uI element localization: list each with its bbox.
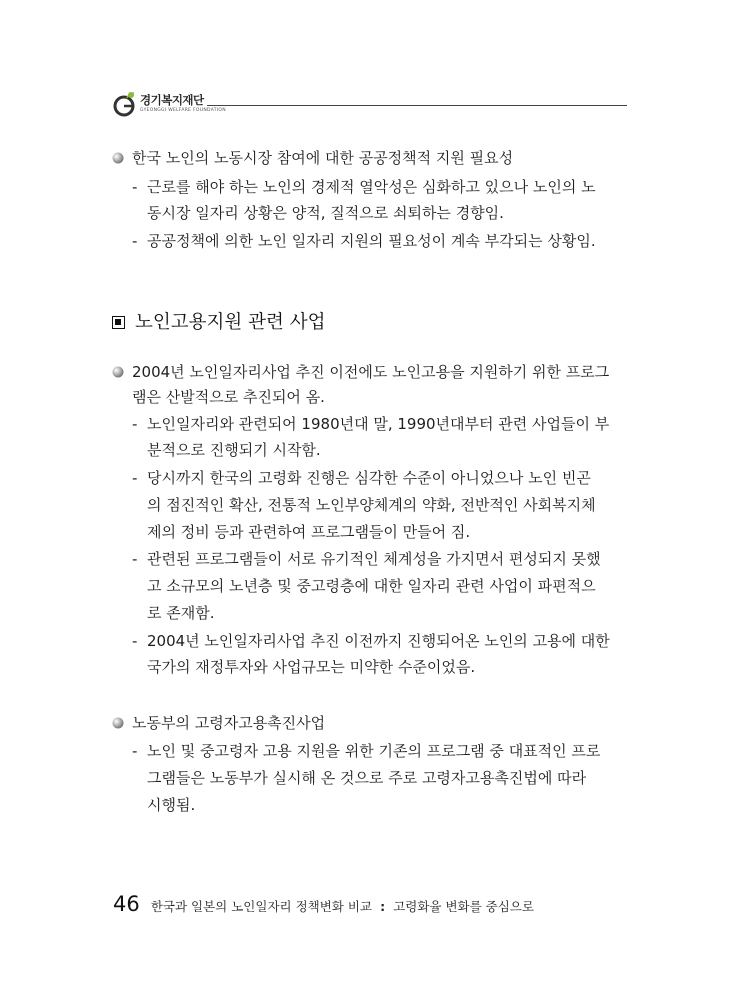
header-rule bbox=[207, 105, 627, 106]
list-item-line: 국가의 재정투자와 사업규모는 미약한 수준이었음. bbox=[147, 658, 476, 676]
list-item-line: 고 소규모의 노년층 및 중고령층에 대한 일자리 관련 사업이 파편적으 bbox=[147, 577, 596, 595]
list-item-line: 제의 정비 등과 관련하여 프로그램들이 만들어 짐. bbox=[147, 523, 471, 541]
list-item-line: 노인 및 중고령자 고용 지원을 위한 기존의 프로그램 중 대표적인 프로 bbox=[147, 742, 601, 760]
list-item-line: 근로를 해야 하는 노인의 경제적 열악성은 심화하고 있으나 노인의 노 bbox=[147, 178, 596, 196]
list-dash: - bbox=[132, 469, 138, 487]
section3-heading: 노동부의 고령자고용촉진사업 bbox=[132, 714, 326, 732]
section-title bbox=[112, 310, 325, 336]
logo-name: 경기복지재단 bbox=[140, 93, 204, 107]
list-item-line: 공공정책에 의한 노인 일자리 지원의 필요성이 계속 부각되는 상황임. bbox=[147, 232, 596, 250]
sphere-bullet-icon bbox=[112, 717, 124, 729]
foundation-logo-icon bbox=[112, 90, 138, 118]
footer-separator: : bbox=[380, 899, 386, 914]
logo-subtitle: GYEONGGI WELFARE FOUNDATION bbox=[140, 108, 226, 113]
list-dash: - bbox=[132, 550, 138, 568]
list-dash: - bbox=[132, 632, 138, 650]
list-dash: - bbox=[132, 742, 138, 760]
list-item-line: 로 존재함. bbox=[147, 604, 215, 622]
list-item-line: 관련된 프로그램들이 서로 유기적인 체계성을 가지면서 편성되지 못했 bbox=[147, 550, 601, 568]
sphere-bullet-icon bbox=[112, 366, 124, 378]
page-footer bbox=[113, 892, 534, 916]
section-title-text: 노인고용지원 관련 사업 bbox=[135, 312, 326, 333]
section1-heading: 한국 노인의 노동시장 참여에 대한 공공정책적 지원 필요성 bbox=[132, 149, 514, 167]
list-item-line: 시행됨. bbox=[147, 796, 196, 814]
list-item-line: 의 점진적인 확산, 전통적 노인부양체계의 약화, 전반적인 사회복지체 bbox=[147, 496, 596, 514]
footer-title-right: 고령화율 변화를 중심으로 bbox=[393, 899, 534, 914]
square-bullet-icon bbox=[112, 316, 125, 329]
list-item-line: 그램들은 노동부가 실시해 온 것으로 주로 고령자고용촉진법에 따라 bbox=[147, 769, 587, 787]
page-number: 46 bbox=[113, 892, 140, 916]
list-item-line: 동시장 일자리 상황은 양적, 질적으로 쇠퇴하는 경향임. bbox=[147, 204, 504, 222]
sphere-bullet-icon bbox=[112, 152, 124, 164]
list-item-line: 노인일자리와 관련되어 1980년대 말, 1990년대부터 관련 사업들이 부 bbox=[147, 415, 610, 433]
list-item-line: 당시까지 한국의 고령화 진행은 심각한 수준이 아니었으나 노인 빈곤 bbox=[147, 469, 591, 487]
list-dash: - bbox=[132, 415, 138, 433]
list-item-line: 2004년 노인일자리사업 추진 이전까지 진행되어온 노인의 고용에 대한 bbox=[147, 632, 610, 650]
list-dash: - bbox=[132, 178, 138, 196]
section2-heading-line: 2004년 노인일자리사업 추진 이전에도 노인고용을 지원하기 위한 프로그 bbox=[132, 363, 610, 381]
section2-heading-line: 램은 산발적으로 추진되어 옴. bbox=[132, 388, 325, 406]
list-dash: - bbox=[132, 232, 138, 250]
list-item-line: 분적으로 진행되기 시작함. bbox=[147, 441, 321, 459]
footer-title-left: 한국과 일본의 노인일자리 정책변화 비교 bbox=[150, 899, 372, 914]
document-header bbox=[112, 88, 627, 128]
